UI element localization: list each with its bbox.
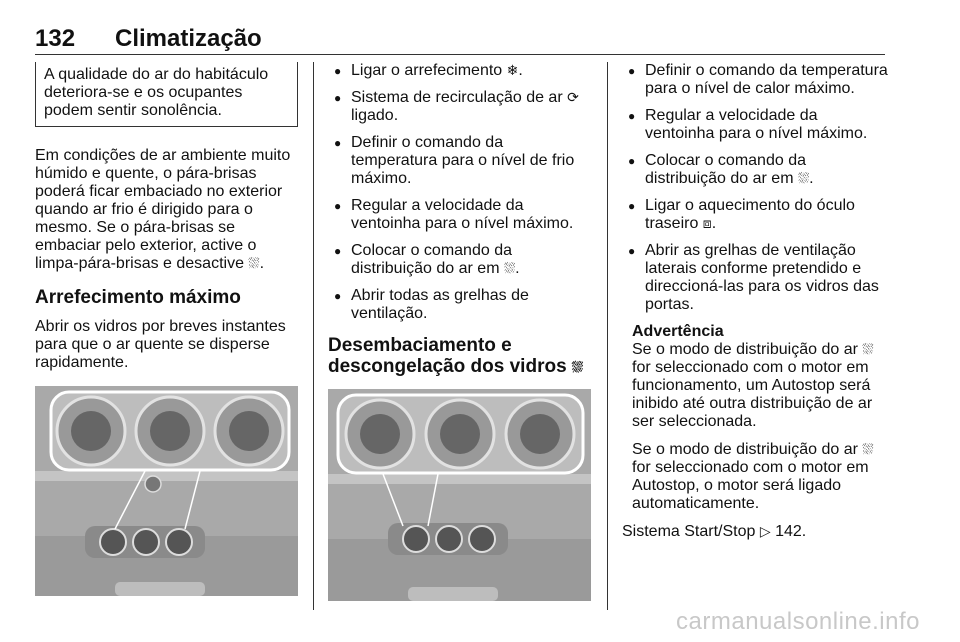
warning-block [622,323,890,513]
list-item: ● Definir o comando da temperatura para o nível de calor máximo. [622,62,890,98]
list-item: ● Sistema de recirculação de ar ⟳ ligado. [328,89,593,125]
section-heading: Desembaciamento e descongelação dos vidros ⛆ [328,335,584,377]
windscreen-air-icon: ⛆ [862,442,874,458]
notice-text: A qualidade do ar do habitáculo deteriora-se e os ocupantes podem sentir sonolência. [44,66,269,119]
list-item: ● Ligar o aquecimento do óculo traseiro ⧈. [622,197,890,233]
page-reference-icon: ▷ [759,524,771,540]
warning-title: Advertência [632,323,724,340]
windscreen-air-icon: ⛆ [862,342,874,358]
windscreen-air-icon: ⛆ [571,360,584,376]
rear-window-heating-icon: ⧈ [702,216,712,232]
cooling-icon: ❄ [506,63,519,79]
chapter-title: Climatização [115,25,262,52]
column-1 [35,62,298,596]
list-item: ● Colocar o comando da distribuição do ar em ⛆. [328,242,593,278]
air-recirculation-icon: ⟳ [567,90,579,106]
windscreen-air-icon: ⛆ [797,171,810,187]
watermark: carmanualsonline.info [676,608,920,635]
list-item: ● Abrir as grelhas de ventilação laterais conforme pretendido e direccioná-las para os vidros das portas. [622,242,890,314]
paragraph: Se o modo de distribuição do ar ⛆ for seleccionado com o motor em Autostop, o motor será ligado automaticamente. [632,441,874,512]
list-item: ● Definir o comando da temperatura para o nível de frio máximo. [328,134,593,188]
step-list [328,62,593,323]
list-item: ● Regular a velocidade da ventoinha para o nível máximo. [622,107,890,143]
cross-reference: Sistema Start/Stop ▷ 142. [622,523,807,540]
section-heading: Arrefecimento máximo [35,287,241,308]
column-3 [622,62,890,555]
paragraph: Abrir os vidros por breves instantes para que o ar quente se disperse rapidamente. [35,318,286,371]
list-item: ● Colocar o comando da distribuição do ar em ⛆. [622,152,890,188]
notice-box [35,62,298,127]
step-list [622,62,890,314]
climate-controls-illustration [35,386,298,596]
paragraph: Se o modo de distribuição do ar ⛆ for seleccionado com o motor em funcionamento, um Autostop será inibido até outra distribuição de ar ser seleccionada. [632,341,874,430]
windscreen-air-icon: ⛆ [248,256,260,272]
list-item: ● Regular a velocidade da ventoinha para o nível máximo. [328,197,593,233]
page-header [35,25,885,55]
column-divider [313,62,314,610]
climate-controls-illustration [328,389,591,601]
list-item: ● Ligar o arrefecimento ❄. [328,62,593,80]
paragraph: Em condições de ar ambiente muito húmido e quente, o pára-brisas poderá ficar embaciado no exterior quando ar frio é dirigido para o mesmo. Se o pára-brisas se embaciar pelo exterior, active o limpa-pára-brisas e desactive ⛆. [35,147,291,272]
column-divider [607,62,608,610]
list-item: ● Abrir todas as grelhas de ventilação. [328,287,593,323]
column-2 [328,62,593,601]
page-number: 132 [35,25,76,52]
floor-windscreen-air-icon: ⛆ [503,261,516,277]
